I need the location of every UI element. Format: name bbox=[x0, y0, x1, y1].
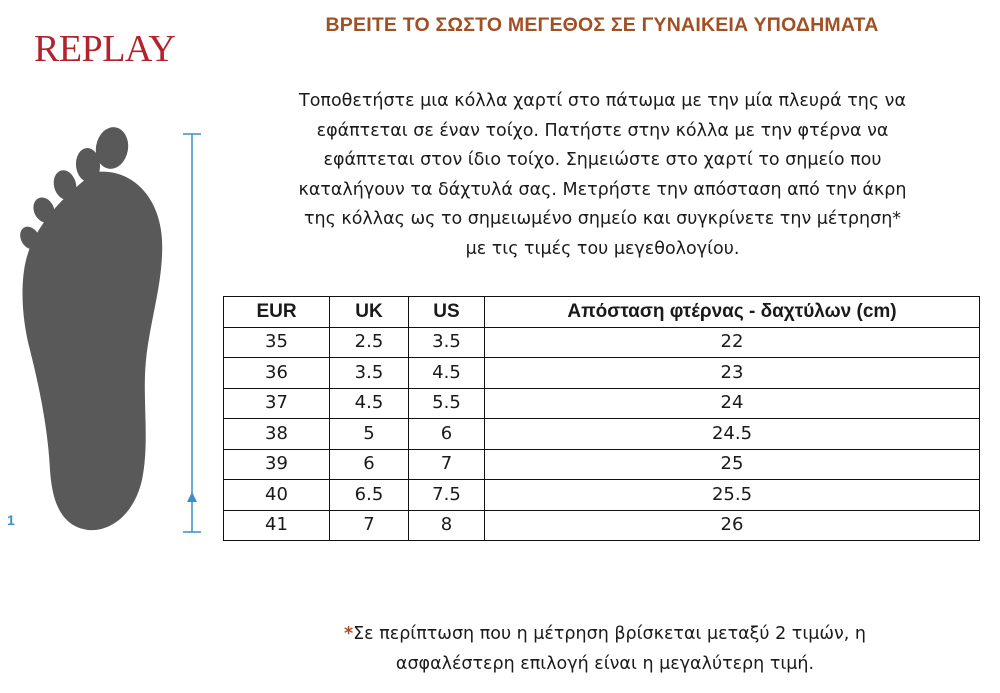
instructions-line: Τοποθετήστε μια κόλλα χαρτί στο πάτωμα με την μία πλευρά της να bbox=[299, 91, 906, 111]
cell-us: 4.5 bbox=[409, 358, 485, 389]
cell-us: 5.5 bbox=[409, 388, 485, 419]
table-row bbox=[224, 510, 980, 541]
cell-cm: 22 bbox=[485, 327, 980, 358]
cell-uk: 7 bbox=[330, 510, 409, 541]
foot-icon bbox=[0, 120, 220, 540]
cell-us: 8 bbox=[409, 510, 485, 541]
instructions-line: εφάπτεται σε έναν τοίχο. Πατήστε στην κόλλα με την φτέρνα να bbox=[316, 120, 889, 141]
table-row bbox=[224, 388, 980, 419]
table-row bbox=[224, 419, 980, 450]
instructions-text bbox=[225, 87, 980, 264]
instructions-line: με τις τιμές του μεγεθολογίου. bbox=[465, 238, 740, 259]
table-header-row bbox=[224, 297, 980, 328]
page-title: ΒΡΕΙΤΕ ΤΟ ΣΩΣΤΟ ΜΕΓΕΘΟΣ ΣΕ ΓΥΝΑΙΚΕΙΑ ΥΠΟΔΗΜΑΤΑ bbox=[325, 14, 879, 36]
cell-uk: 2.5 bbox=[330, 327, 409, 358]
cell-us: 6 bbox=[409, 419, 485, 450]
cell-uk: 3.5 bbox=[330, 358, 409, 389]
footnote bbox=[200, 620, 1000, 679]
cell-eur: 36 bbox=[224, 358, 330, 389]
table-row bbox=[224, 449, 980, 480]
footnote-line bbox=[200, 620, 1000, 650]
table-row bbox=[224, 327, 980, 358]
header-uk: UK bbox=[330, 297, 409, 328]
cell-uk: 5 bbox=[330, 419, 409, 450]
cell-us: 7 bbox=[409, 449, 485, 480]
cell-cm: 25.5 bbox=[485, 480, 980, 511]
cell-eur: 38 bbox=[224, 419, 330, 450]
cell-uk: 4.5 bbox=[330, 388, 409, 419]
cell-us: 7.5 bbox=[409, 480, 485, 511]
cell-cm: 24.5 bbox=[485, 419, 980, 450]
cell-eur: 40 bbox=[224, 480, 330, 511]
header-cm: Απόσταση φτέρνας - δαχτύλων (cm) bbox=[485, 297, 980, 328]
cell-cm: 24 bbox=[485, 388, 980, 419]
scale-label: 1 bbox=[7, 512, 15, 528]
instructions-line: καταλήγουν τα δάχτυλά σας. Μετρήστε την απόσταση από την άκρη bbox=[298, 179, 907, 200]
instructions-line: εφάπτεται στον ίδιο τοίχο. Σημειώστε στο χαρτί το σημείο που bbox=[323, 150, 882, 170]
table-row bbox=[224, 480, 980, 511]
header-eur: EUR bbox=[224, 297, 330, 328]
table-row bbox=[224, 358, 980, 389]
header-us: US bbox=[409, 297, 485, 328]
cell-eur: 37 bbox=[224, 388, 330, 419]
instructions-line: της κόλλας ως το σημειωμένο σημείο και συγκρίνετε την μέτρηση* bbox=[303, 209, 902, 229]
cell-eur: 35 bbox=[224, 327, 330, 358]
footnote-line-1: Σε περίπτωση που η μέτρηση βρίσκεται μεταξύ 2 τιμών, η bbox=[353, 624, 867, 644]
cell-cm: 26 bbox=[485, 510, 980, 541]
cell-uk: 6.5 bbox=[330, 480, 409, 511]
size-table bbox=[223, 296, 980, 541]
cell-uk: 6 bbox=[330, 449, 409, 480]
cell-eur: 41 bbox=[224, 510, 330, 541]
footnote-line-2: ασφαλέστερη επιλογή είναι η μεγαλύτερη τιμή. bbox=[395, 653, 815, 674]
cell-eur: 39 bbox=[224, 449, 330, 480]
footnote-asterisk: * bbox=[343, 624, 354, 644]
cell-cm: 25 bbox=[485, 449, 980, 480]
cell-cm: 23 bbox=[485, 358, 980, 389]
brand-logo: REPLAY bbox=[34, 28, 176, 70]
cell-us: 3.5 bbox=[409, 327, 485, 358]
